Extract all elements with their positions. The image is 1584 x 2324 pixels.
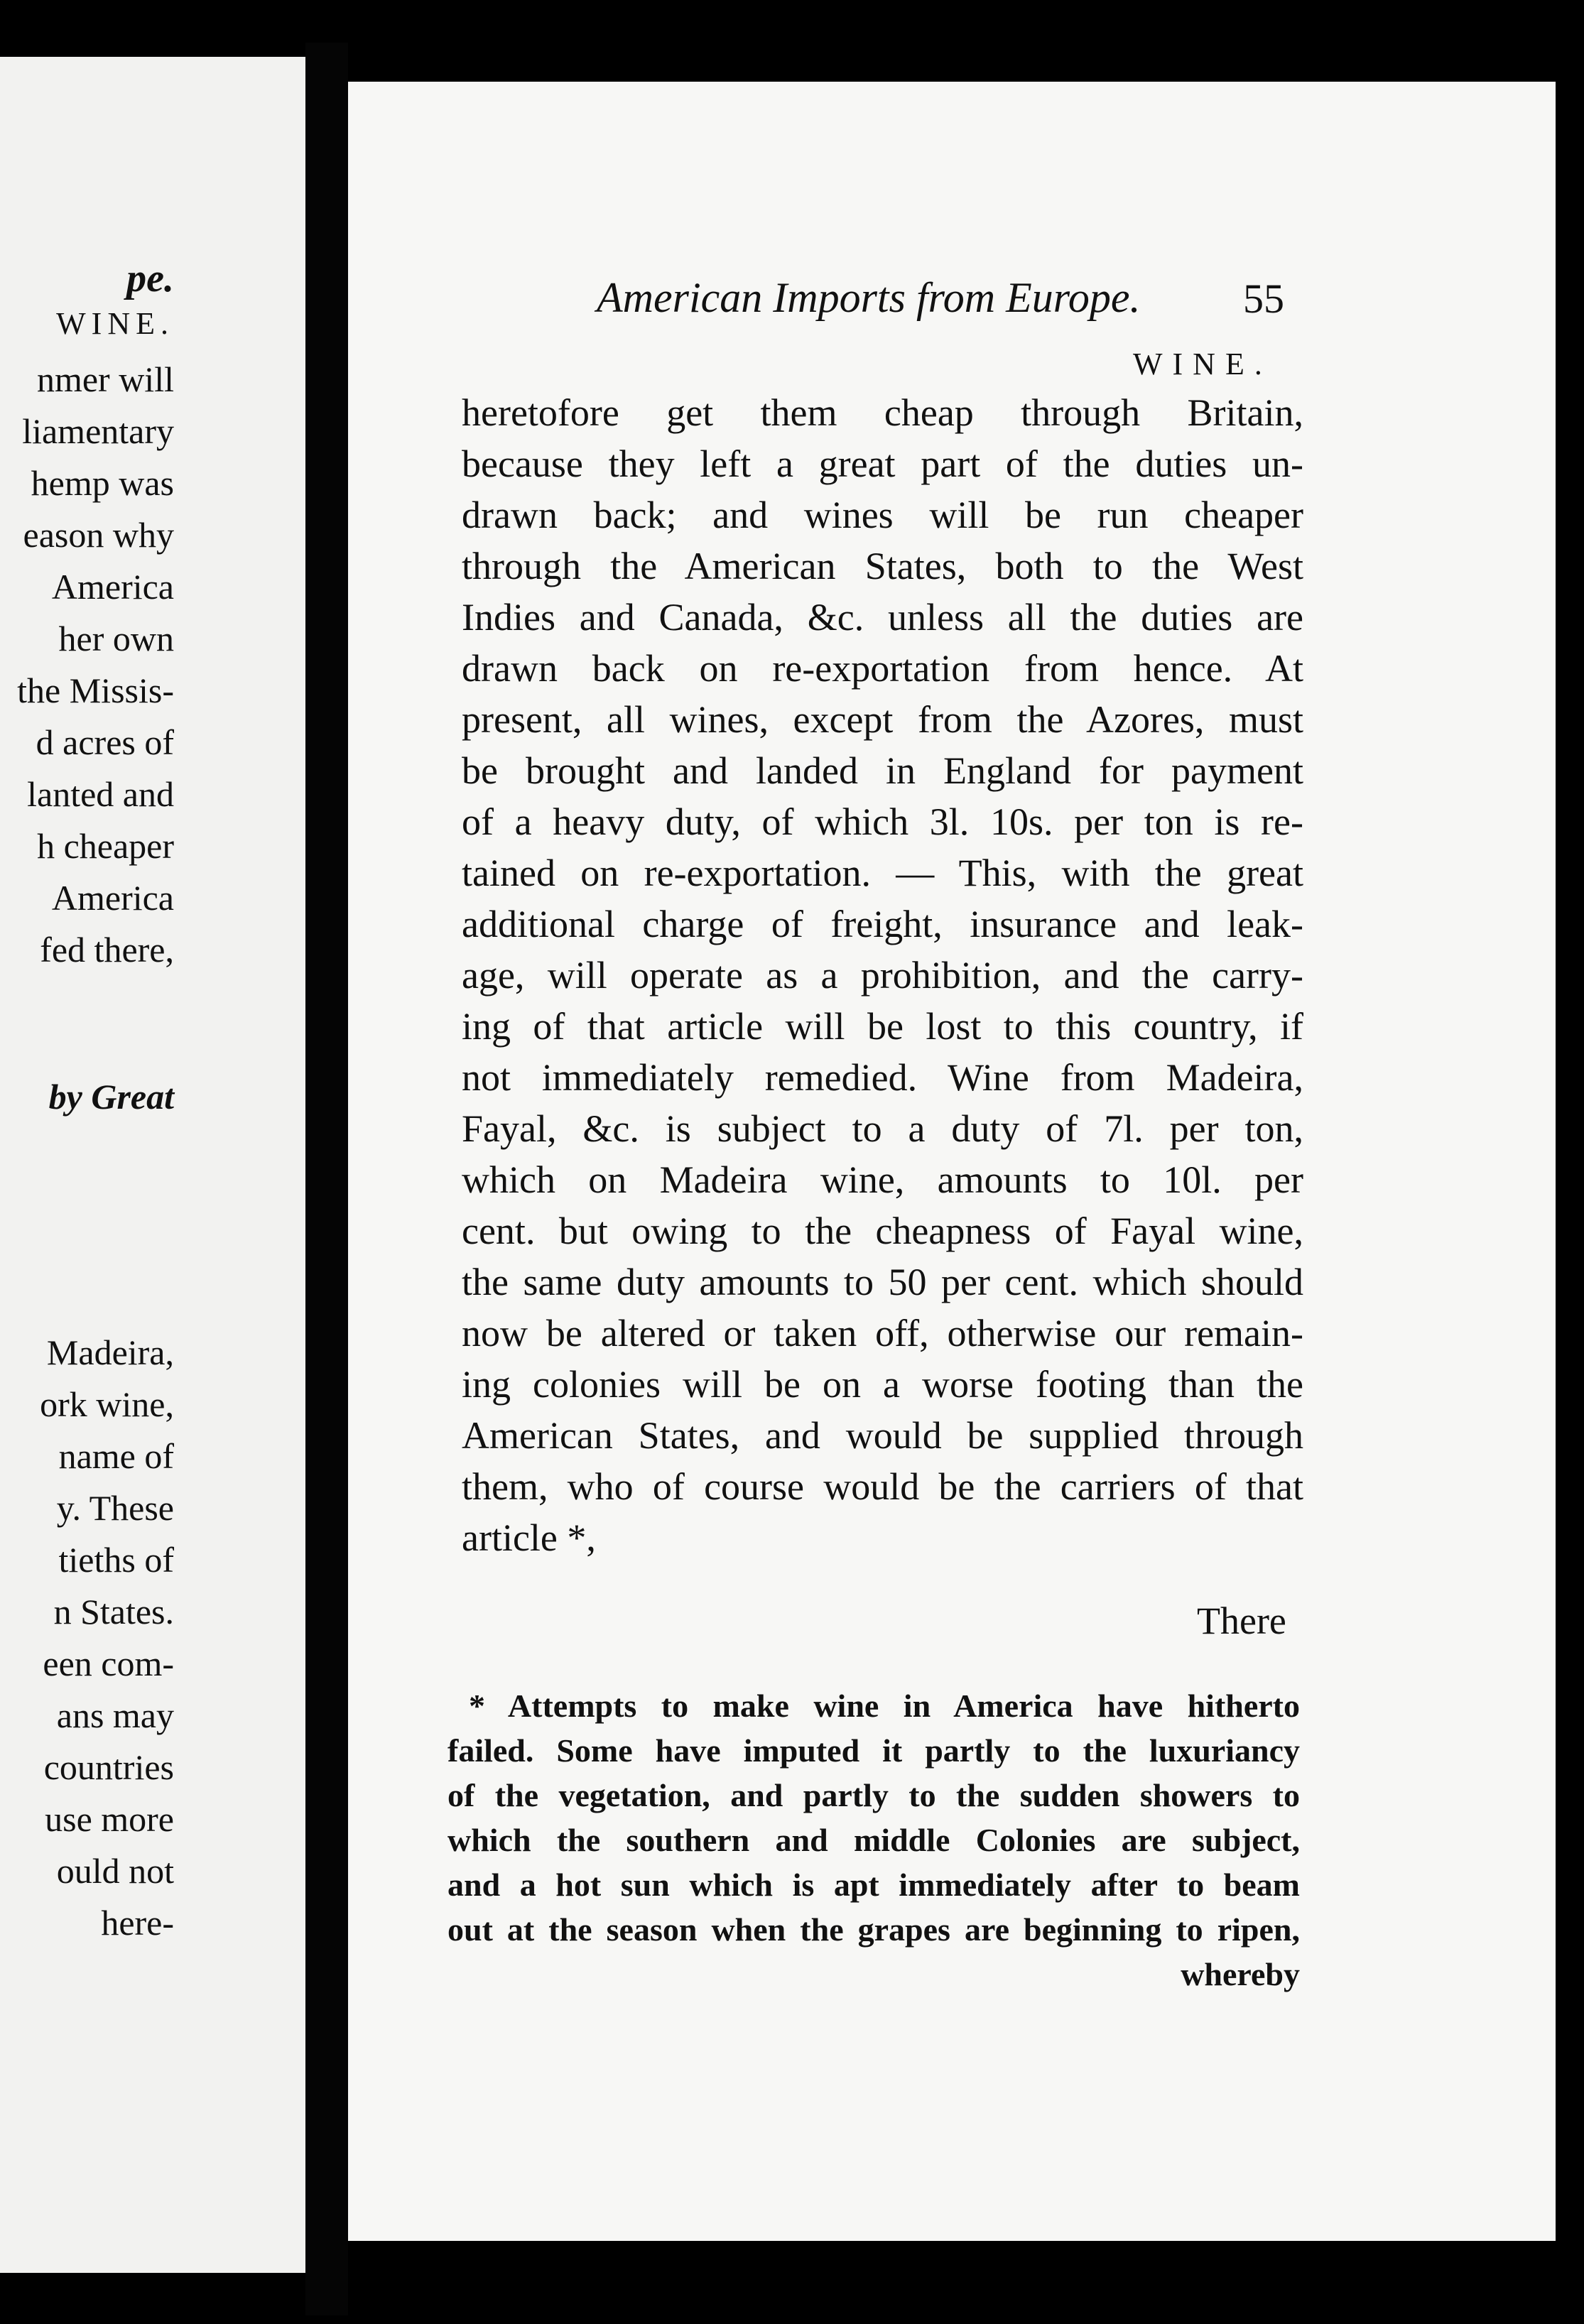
- left-line: d acres of: [36, 722, 174, 762]
- left-line: ould not: [56, 1851, 174, 1891]
- left-line: ans may: [56, 1695, 174, 1735]
- footnote-line: and a hot sun which is apt immediately after to beam: [447, 1867, 1300, 1903]
- body-line: additional charge of freight, insurance and leak-: [462, 903, 1303, 945]
- left-line: y. These: [56, 1488, 174, 1528]
- footnote: [447, 1683, 1300, 1997]
- left-line: Madeira,: [46, 1332, 174, 1372]
- left-line: tieths of: [58, 1540, 174, 1580]
- section-label: WINE.: [1133, 347, 1272, 381]
- body-line: be brought and landed in England for payment: [462, 749, 1303, 792]
- body-line: drawn back on re-exportation from hence. At: [462, 647, 1303, 690]
- body-line: now be altered or taken off, otherwise our remain-: [462, 1312, 1303, 1354]
- body-text: [462, 387, 1303, 1563]
- body-line: not immediately remedied. Wine from Madeira,: [462, 1056, 1303, 1099]
- body-line: ing colonies will be on a worse footing than the: [462, 1363, 1303, 1406]
- body-line: article *,: [462, 1516, 596, 1559]
- book-gutter: [305, 43, 348, 2315]
- left-line: liamentary: [22, 411, 174, 451]
- footnote-line: of the vegetation, and partly to the sudden showers to: [447, 1777, 1300, 1813]
- footnote-line: * Attempts to make wine in America have hitherto: [469, 1688, 1300, 1724]
- body-line: because they left a great part of the duties un-: [462, 442, 1303, 485]
- left-section-fragment: WINE.: [56, 306, 174, 341]
- body-line: tained on re-exportation. — This, with the great: [462, 852, 1303, 894]
- left-line: n States.: [53, 1592, 174, 1631]
- left-line: countries: [43, 1747, 174, 1787]
- left-line: the Missis-: [17, 670, 174, 710]
- body-line: them, who of course would be the carriers of that: [462, 1465, 1303, 1508]
- left-line: h cheaper: [37, 826, 174, 866]
- body-line: American States, and would be supplied through: [462, 1414, 1303, 1457]
- book-page: [348, 82, 1556, 2241]
- footnote-line: failed. Some have imputed it partly to the luxuriancy: [447, 1732, 1300, 1769]
- body-line: Fayal, &c. is subject to a duty of 7l. per ton,: [462, 1107, 1303, 1150]
- left-line: her own: [58, 619, 174, 658]
- body-line: heretofore get them cheap through Britain,: [462, 391, 1303, 434]
- body-line: the same duty amounts to 50 per cent. which should: [462, 1261, 1303, 1303]
- body-line: which on Madeira wine, amounts to 10l. per: [462, 1158, 1303, 1201]
- left-line: lanted and: [27, 774, 174, 814]
- body-line: present, all wines, except from the Azores, must: [462, 698, 1303, 741]
- left-heading-fragment: by Great: [48, 1077, 174, 1117]
- left-page-fragment: [0, 57, 305, 2273]
- body-line: Indies and Canada, &c. unless all the duties are: [462, 596, 1303, 639]
- body-line: drawn back; and wines will be run cheaper: [462, 494, 1303, 536]
- left-line: America: [51, 567, 174, 607]
- body-line: through the American States, both to the West: [462, 545, 1303, 587]
- footnote-line: which the southern and middle Colonies are subject,: [447, 1822, 1300, 1858]
- left-line: fed there,: [40, 930, 174, 970]
- left-heading-fragment: pe.: [126, 256, 174, 300]
- left-line: ork wine,: [40, 1384, 174, 1424]
- left-line: use more: [45, 1799, 174, 1839]
- footnote-catchword: whereby: [1181, 1956, 1300, 1992]
- body-line: ing of that article will be lost to this country, if: [462, 1005, 1303, 1048]
- page-number: 55: [1243, 276, 1284, 322]
- left-line: een com-: [43, 1644, 174, 1683]
- left-line: eason why: [23, 515, 174, 555]
- left-line: America: [51, 878, 174, 918]
- left-line: name of: [58, 1436, 174, 1476]
- left-line: here-: [101, 1903, 174, 1943]
- left-line: hemp was: [31, 463, 174, 503]
- left-line: nmer will: [36, 359, 174, 399]
- body-line: of a heavy duty, of which 3l. 10s. per ton is re-: [462, 800, 1303, 843]
- body-line: age, will operate as a prohibition, and the carry-: [462, 954, 1303, 997]
- body-line: cent. but owing to the cheapness of Fayal wine,: [462, 1210, 1303, 1252]
- running-header: American Imports from Europe.: [597, 274, 1141, 321]
- footnote-line: out at the season when the grapes are beginning to ripen,: [447, 1911, 1300, 1948]
- catchword: There: [1197, 1600, 1286, 1642]
